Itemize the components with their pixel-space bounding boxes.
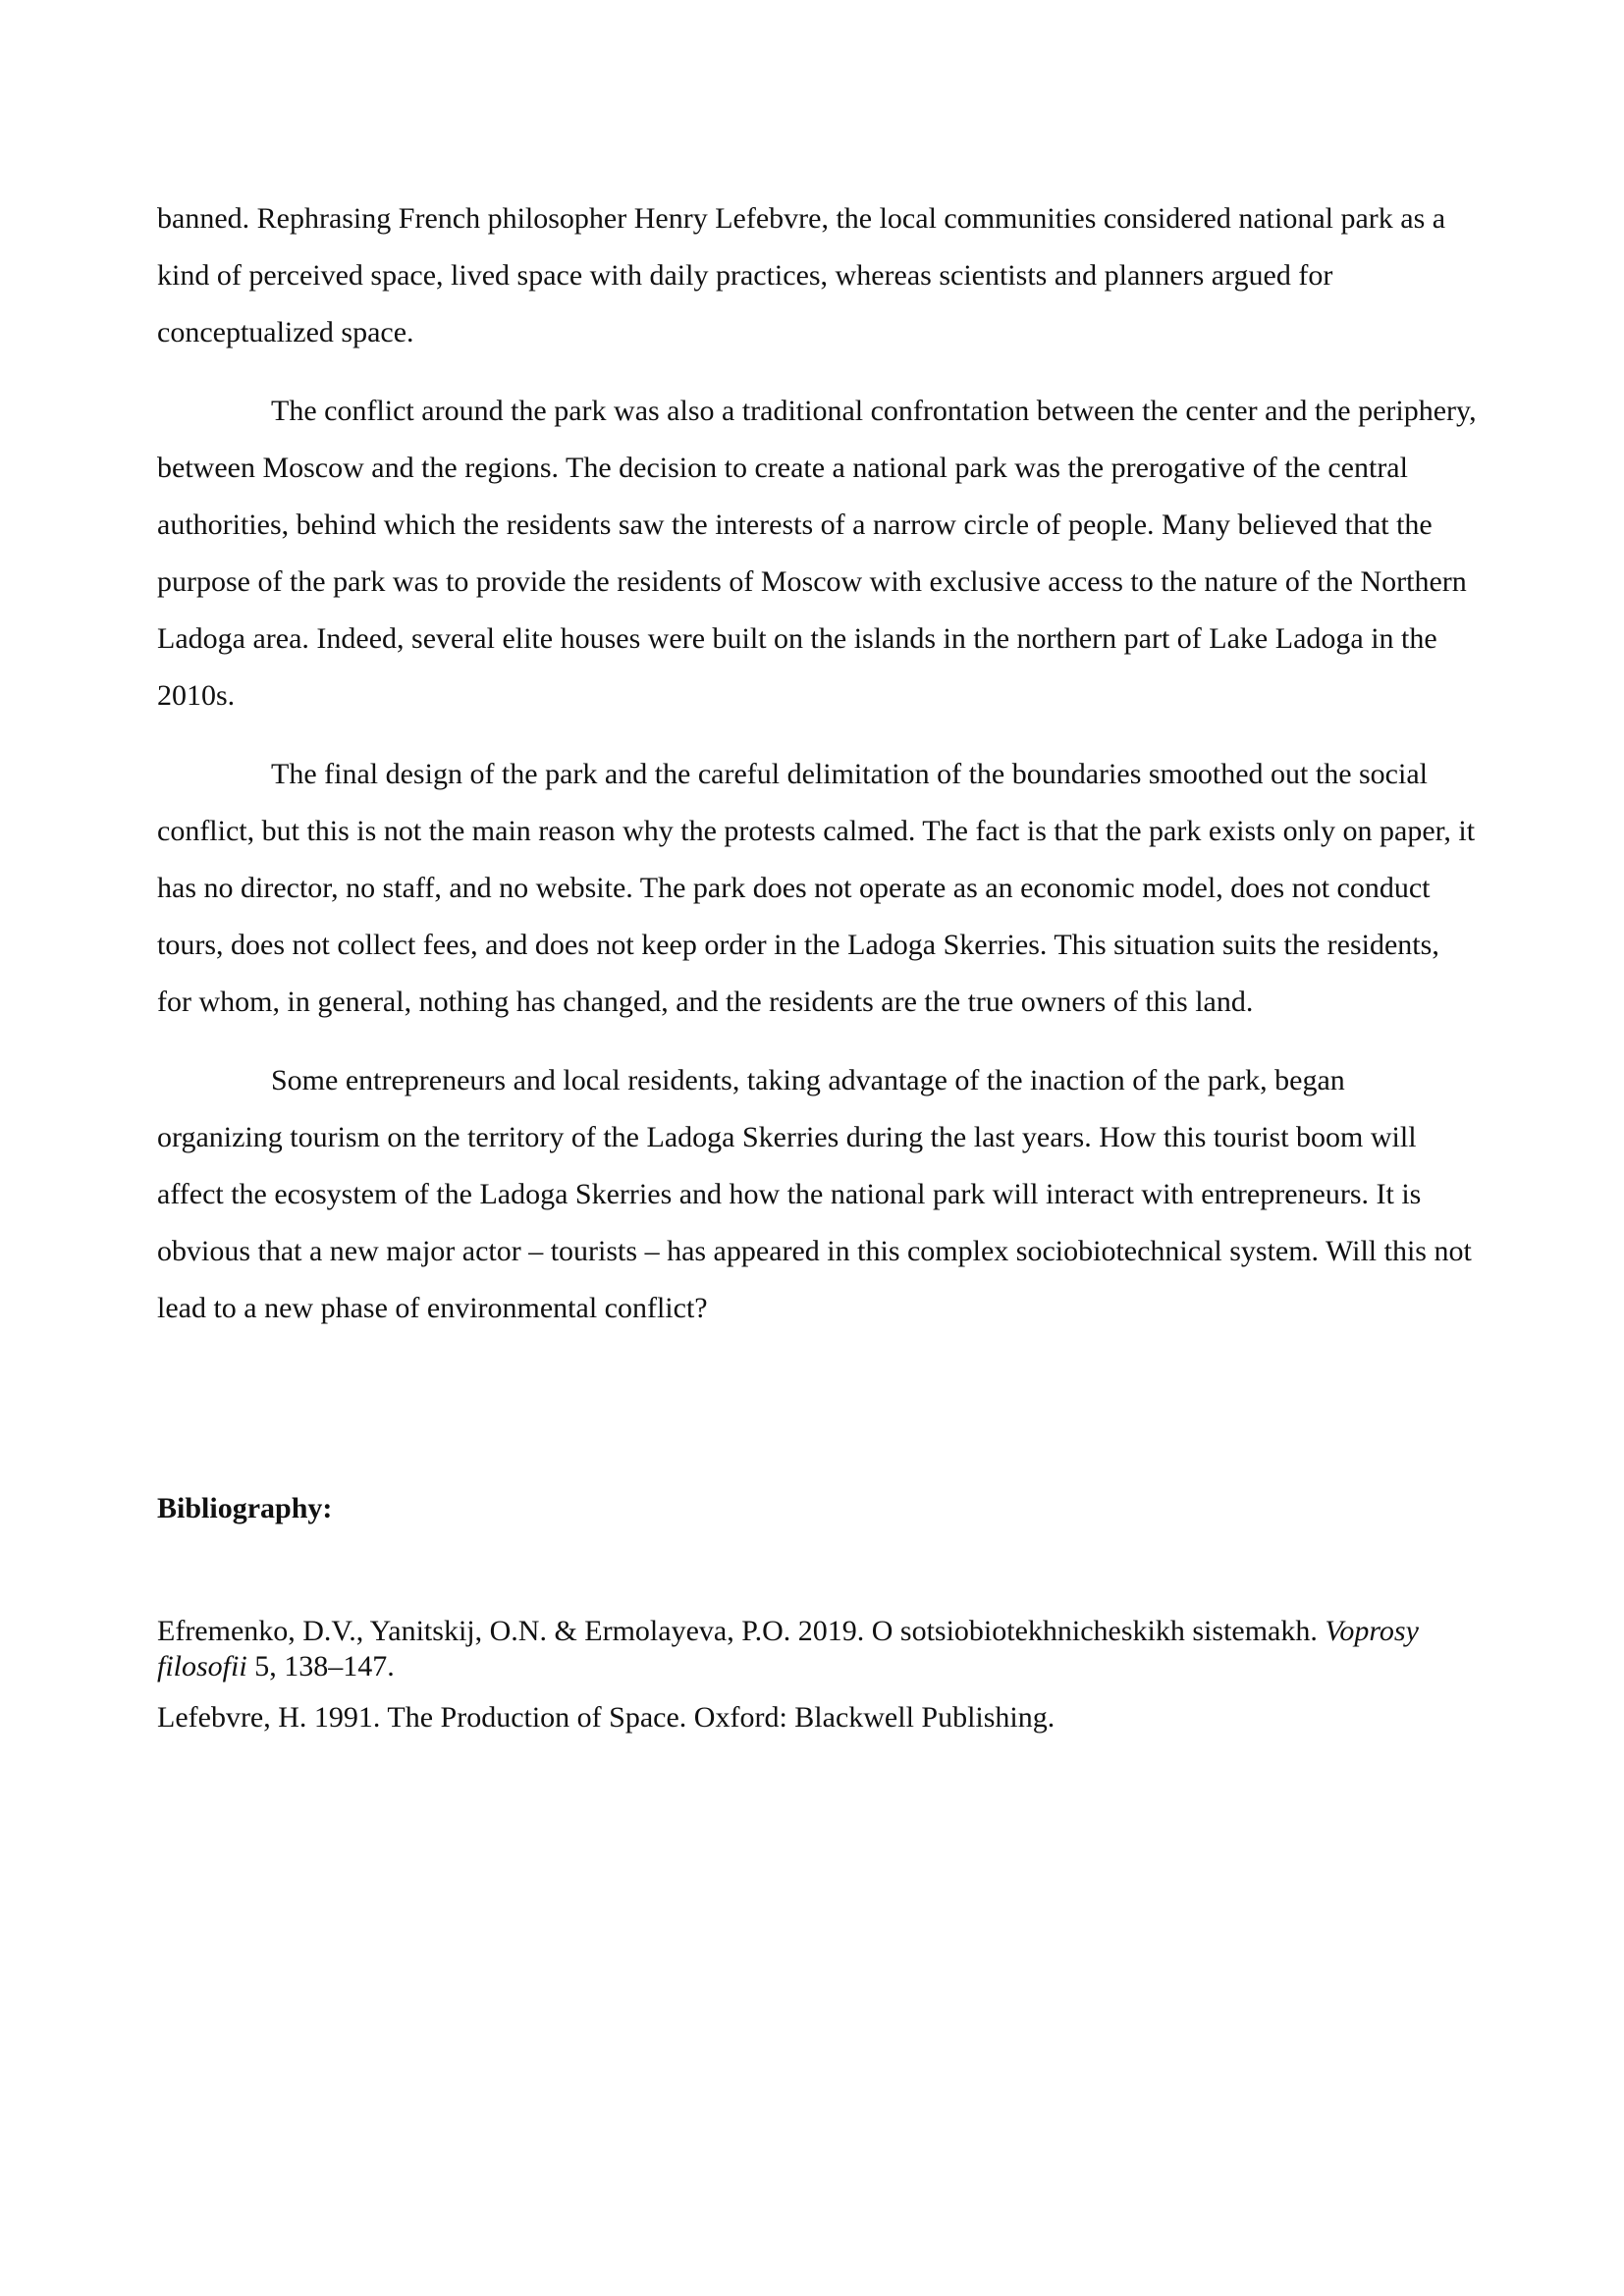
paragraph-continuation: banned. Rephrasing French philosopher Henry Lefebvre, the local communities considered national park as a kind of perceived space, lived space with daily practices, whereas scientists and planners argued for conceptualized space. — [157, 202, 1446, 348]
bibliography-entry-efremenko — [157, 1614, 1477, 1684]
bibliography-heading: Bibliography: — [157, 1492, 333, 1524]
body-text — [157, 190, 1477, 1359]
bibliography-entry-efremenko-pages: 5, 138–147. — [246, 1650, 395, 1682]
bibliography-entry-efremenko-main: Efremenko, D.V., Yanitskij, O.N. & Ermolayeva, P.O. 2019. O sotsiobiotekhnicheskikh sistemakh. — [157, 1615, 1326, 1647]
bibliography-list — [157, 1614, 1477, 1751]
paragraph-tourism: Some entrepreneurs and local residents, taking advantage of the inaction of the park, began organizing tourism on the territory of the Ladoga Skerries during the last years. How this tourist boom will affect the ecosystem of the Ladoga Skerries and how the national park will interact with entrepreneurs. It is obvious that a new major actor – tourists – has appeared in this complex sociobiotechnical system. Will this not lead to a new phase of environmental conflict? — [157, 1064, 1472, 1324]
bibliography-entry-efremenko-journal: Voprosy filosofii — [157, 1615, 1419, 1682]
paragraph-park-design: The final design of the park and the careful delimitation of the boundaries smoothed out the social conflict, but this is not the main reason why the protests calmed. The fact is that the park exists only on paper, it has no director, no staff, and no website. The park does not operate as an economic model, does not conduct tours, does not collect fees, and does not keep order in the Ladoga Skerries. This situation suits the residents, for whom, in general, nothing has changed, and the residents are the true owners of this land. — [157, 758, 1476, 1018]
bibliography-entry-lefebvre: Lefebvre, H. 1991. The Production of Space. Oxford: Blackwell Publishing. — [157, 1701, 1056, 1734]
paragraph-center-periphery: The conflict around the park was also a traditional confrontation between the center and the periphery, between Moscow and the regions. The decision to create a national park was the prerogative of the central authorities, behind which the residents saw the interests of a narrow circle of people. Many believed that the purpose of the park was to provide the residents of Moscow with exclusive access to the nature of the Northern Ladoga area. Indeed, several elite houses were built on the islands in the northern part of Lake Ladoga in the 2010s. — [157, 395, 1477, 712]
